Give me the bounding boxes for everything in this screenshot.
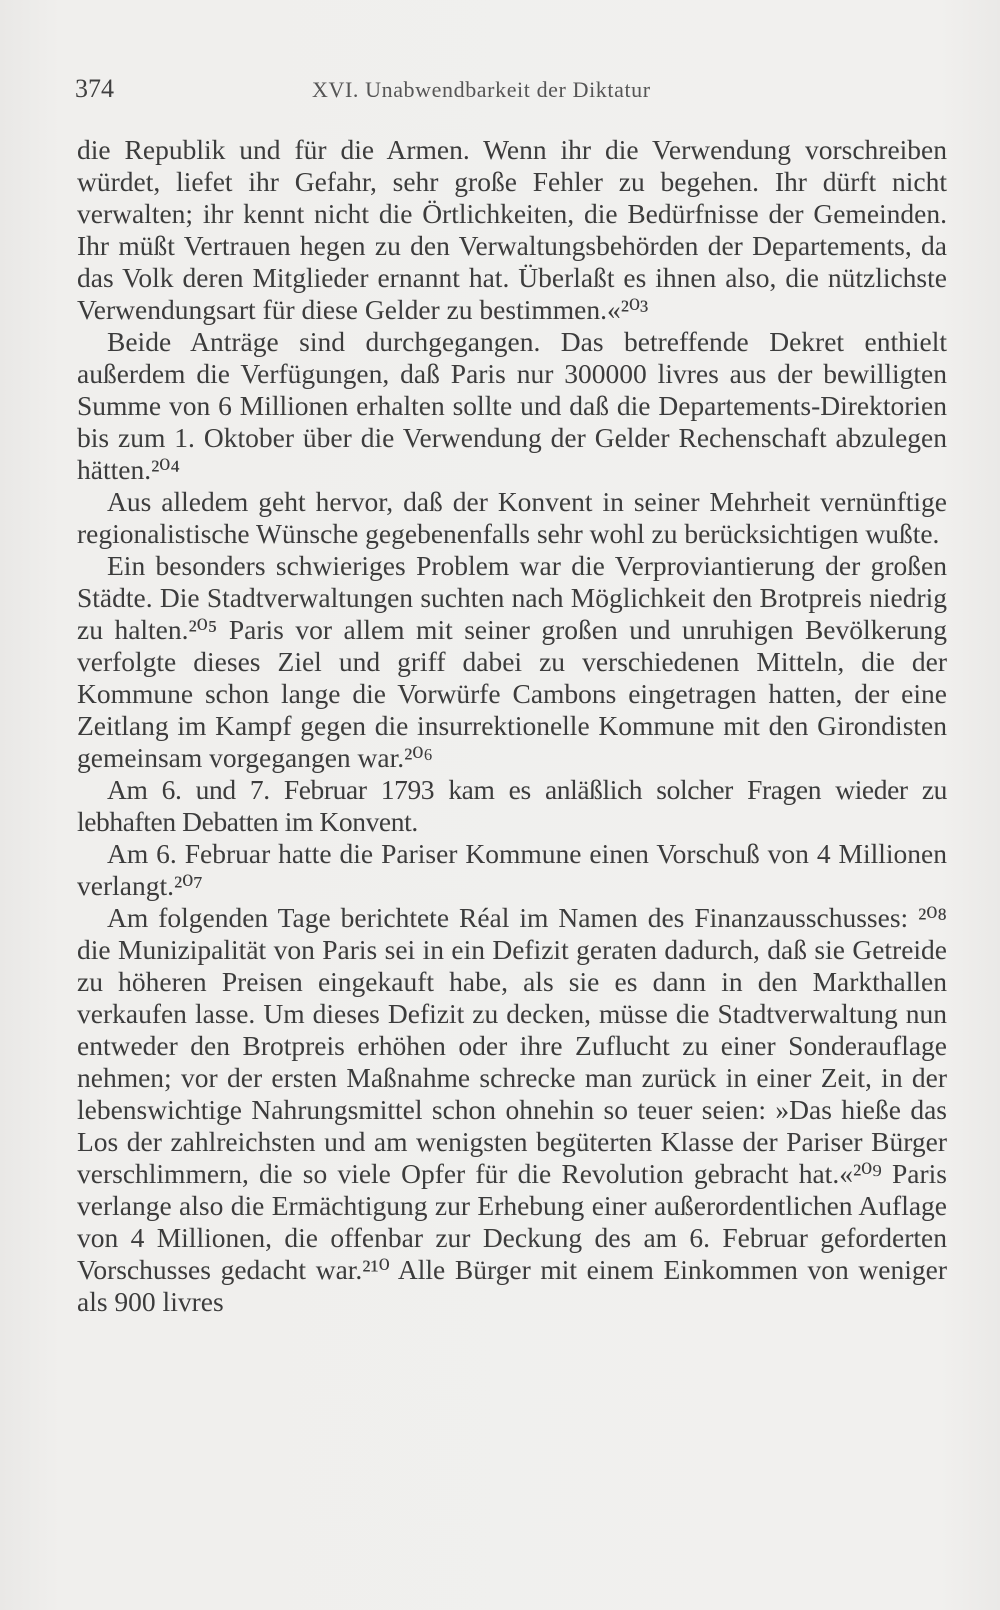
paragraph: Beide Anträge sind durchgegangen. Das betreffende Dekret enthielt außerdem die Verfügungen, daß Paris nur 300000 livres aus der bewilligten Summe von 6 Millionen erhalten sollte und daß die Departements-Direktorien bis zum 1. Oktober über die Verwendung der Gelder Rechenschaft abzulegen hätten.²⁰⁴ [77,326,947,485]
paragraph: Am 6. und 7. Februar 1793 kam es anläßlich solcher Fragen wieder zu lebhaften Debatten im Konvent. [77,774,947,837]
paragraph: Am 6. Februar hatte die Pariser Kommune einen Vorschuß von 4 Millionen verlangt.²⁰⁷ [77,838,947,901]
body-text [77,134,947,1318]
paragraph: Am folgenden Tage berichtete Réal im Namen des Finanzausschusses: ²⁰⁸ die Munizipalität von Paris sei in ein Defizit geraten dadurch, daß sie Getreide zu höheren Preisen eingekauft habe, als sie es dann in den Markthallen verkaufen lasse. Um dieses Defizit zu decken, müsse die Stadtverwaltung nun entweder den Brotpreis erhöhen oder ihre Zuflucht zu einer Sonderauflage nehmen; vor der ersten Maßnahme schrecke man zurück in einer Zeit, in der lebenswichtige Nahrungsmittel schon ohnehin so teuer seien: »Das hieße das Los der zahlreichsten und am wenigsten begüterten Klasse der Pariser Bürger verschlimmern, die so viele Opfer für die Revolution gebracht hat.«²⁰⁹ Paris verlange also die Ermächtigung zur Erhebung einer außerordentlichen Auflage von 4 Millionen, die offenbar zur Deckung des am 6. Februar geforderten Vorschusses gedacht war.²¹⁰ Alle Bürger mit einem Einkommen von weniger als 900 livres [77,902,947,1317]
paragraph: Ein besonders schwieriges Problem war die Verproviantierung der großen Städte. Die Stadtverwaltungen suchten nach Möglichkeit den Brotpreis niedrig zu halten.²⁰⁵ Paris vor allem mit seiner großen und unruhigen Bevölkerung verfolgte dieses Ziel und griff dabei zu verschiedenen Mitteln, die der Kommune schon lange die Vorwürfe Cambons eingetragen hatten, der eine Zeitlang im Kampf gegen die insurrektionelle Kommune mit den Girondisten gemeinsam vorgegangen war.²⁰⁶ [77,550,947,773]
paragraph: die Republik und für die Armen. Wenn ihr die Verwendung vorschreiben würdet, liefet ihr Gefahr, sehr große Fehler zu begehen. Ihr dürft nicht verwalten; ihr kennt nicht die Örtlichkeiten, die Bedürfnisse der Gemeinden. Ihr müßt Vertrauen hegen zu den Verwaltungsbehörden der Departements, da das Volk deren Mitglieder ernannt hat. Überlaßt es ihnen also, die nützlichste Verwendungsart für diese Gelder zu bestimmen.«²⁰³ [77,134,947,325]
running-title: XVI. Unabwendbarkeit der Diktatur [312,77,651,102]
page-number: 374 [75,74,114,103]
page-header [75,74,944,114]
paragraph: Aus alledem geht hervor, daß der Konvent in seiner Mehrheit vernünftige regionalistische Wünsche gegebenenfalls sehr wohl zu berücksichtigen wußte. [77,486,947,549]
